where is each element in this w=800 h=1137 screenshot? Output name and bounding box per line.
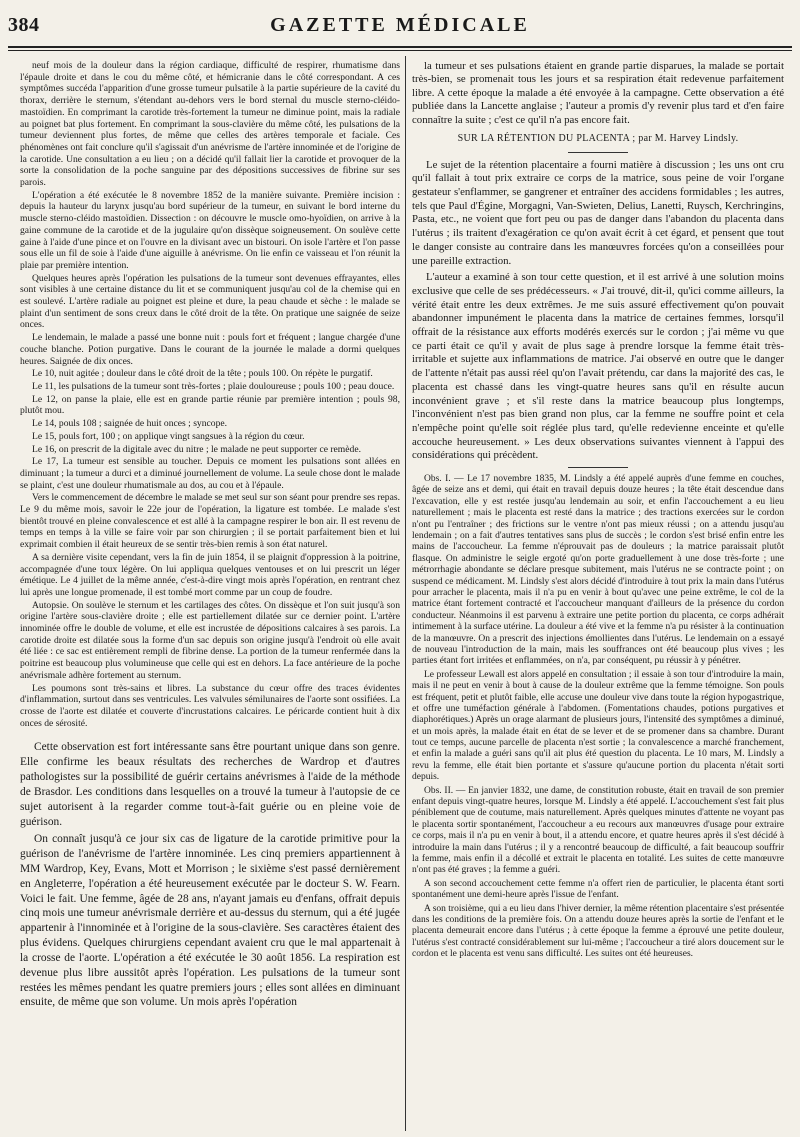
paragraph: la tumeur et ses pulsations étaient en grande partie disparues, la malade se portait très-bien, se promenait tous les jours et sa respiration était redevenue parfaitement libre. A cette époque la malade a été envoyée à la campagne. Cette observation a été publiée dans la Lancette anglaise ; l'auteur a promis d'y revenir plus tard et d'en faire connaître la suite ; c'est ce qu'il n'a pas encore fait. bbox=[412, 60, 784, 126]
section-rule bbox=[568, 152, 628, 153]
paragraph: Autopsie. On soulève le sternum et les cartilages des côtes. On dissèque et l'on suit jusqu'à son origine l'artère sous-clavière droite ; elle est partiellement dilatée sur ce dernier point. L'artère innominée offre le double de volume, et elle est incrustée de dépositions calcaires à ses parois. La carotide droite est dilatée sous la forme d'un sac depuis son origine jusqu'à l'endroit où elle avait été liée : ce sac est entièrement rempli de fibrine dense. La portion de la tumeur renfermée dans la poitrine est beaucoup plus volumineuse que celle qui est en dehors. La face antérieure de la poche anévrismale adhère fortement au sternum. bbox=[20, 599, 400, 681]
left-column bbox=[20, 60, 400, 1130]
paragraph: Obs. I. — Le 17 novembre 1835, M. Lindsly a été appelé auprès d'une femme en couches, âgée de seize ans et demi, qui était en travail depuis douze heures ; la tête était descendue dans l'excavation, elle y est restée jusqu'au lendemain au soir, et enfin l'accouchement a eu lieu naturellement ; mais le placenta est resté dans la matrice ; des tractions exercées sur le cordon n'ont pu l'entraîner ; des frictions sur le ventre n'ont pas mieux réussi ; on a attendu jusqu'au lendemain ; on a fait d'autres tentatives sans plus de succès ; le cordon s'est brisé enfin entre les mains de l'accoucheur. La femme n'éprouvait pas de douleurs ; la matrice paraissait plutôt flasque. On administre le seigle ergoté qu'on porte graduellement à une dose très-forte ; une métrorrhagie abondante se déclare presque subitement, mais l'utérus ne se contracte point ; on suspend ce médicament. M. Lindsly s'est alors décidé d'introduire à tout prix la main dans l'utérus pour arracher le placenta, mais il n'a pu en venir à bout qu'avec une peine extrême, le col de la matrice étant fortement contracté et l'accoucheur manquant d'ailleurs de la présence du cordon conducteur. Néanmoins il est parvenu à extraire une petite portion du placenta, ce corps adhérait intimement à la surface utérine. La douleur a été vive et la femme n'a pu résister à la continuation de la manœuvre. On a prescrit des injections émollientes dans l'utérus. Le lendemain on a essayé de nouveau l'introduction de la main, mais les souffrances ont été beaucoup plus vives ; les parties étant fort irritées et enflammées, on n'a, par conséquent, pu réussir à y pénétrer. bbox=[412, 474, 784, 667]
right-top-text bbox=[412, 60, 784, 127]
paragraph: Le 14, pouls 108 ; saignée de huit onces ; syncope. bbox=[32, 418, 228, 430]
header-rule-thin bbox=[8, 50, 792, 51]
paragraph: Le sujet de la rétention placentaire a fourni matière à discussion ; les uns ont cru qu'il fallait à tout prix extraire ce corps de la matrice, sous peine de voir l'organe gestateur s'enflammer, se gangrener et entraîner des accidens formidables ; les autres, tels que Paul d'Égine, Morgagni, Van-Swieten, Delius, Lanetti, Ruysch, Kerchringins, Pasta, etc., ne voient que fort peu ou pas de danger dans l'abandon du placenta dans l'utérus ; ils traitent d'exagération ce qu'on avait écrit à cet égard, et pensent que tout le danger consiste au contraire dans les manœuvres forcées qu'on a conseillées pour une pareille extraction. bbox=[412, 158, 784, 267]
paragraph: Vers le commencement de décembre le malade se met seul sur son séant pour prendre ses repas. Le 9 du même mois, savoir le 22e jour de l'opération, la ligature est tombée. Le malade s'est bientôt trouvé en pleine convalescence et est allé à la campagne respirer le bon air. Il est revenu de temps en temps à la ville se faire voir par son chirurgien ; il se portait parfaitement bien et lui exprimait combien il était heureux de se sentir très-bien remis à son état naturel. bbox=[20, 492, 400, 551]
paragraph: On connaît jusqu'à ce jour six cas de ligature de la carotide primitive pour la guérison de l'anévrisme de l'artère innominée. Les cinq premiers appartiennent à MM Wardrop, Key, Evans, Mott et Morrison ; le sixième s'est passé dernièrement en Angleterre, l'opération a été heureusement exécutée par le docteur S. W. Fearn. Voici le fait. Une femme, âgée de 28 ans, n'ayant jamais eu d'enfans, offrait depuis cinq mois une tumeur anévrismale derrière et au-dessus du sternum, qui a été jugée appartenir à l'innominée et à l'origine de la sous-clavière. Ses caractères étaient des plus évidens. Quelques chirurgiens cependant avaient cru que le mal appartenait à la crosse de l'aorte. L'opération a été exécutée le 30 août 1856. La respiration est devenue plus libre aussitôt après l'opération. Les pulsations de la tumeur sont restées les mêmes pendant les quatre premiers jours ; elles sont allées en diminuant ensuite, de même que son volume. Un mois après l'opération bbox=[20, 833, 400, 1009]
paragraph: Cette observation est fort intéressante sans être pourtant unique dans son genre. Elle confirme les beaux résultats des recherches de Wardrop et d'autres pathologistes sur la possibilité de guérir certains anévrismes à l'aide de la méthode de Brasdor. Les conditions dans lesquelles on a trouvé la tumeur à l'autopsie de ce sujet autorisent à la regarder comme tout-à-fait guérie ou en pleine voie de guérison. bbox=[20, 741, 400, 828]
paragraph: Quelques heures après l'opération les pulsations de la tumeur sont devenues effrayantes, elles sont visibles à une certaine distance du lit et se communiquent jusqu'au col de la chemise qui en est soulevé. L'artère radiale au poignet est pleine et dure, la peau chaude et sèche : le malade se plaint d'un sentiment de sons creux dans le côté droit de la tête. On pratique une saignée de seize onces. bbox=[20, 272, 400, 331]
left-small-text bbox=[20, 60, 400, 729]
right-large-text bbox=[412, 159, 784, 463]
paragraph: Le professeur Lewall est alors appelé en consultation ; il essaie à son tour d'introduire la main, mais il ne peut en venir à bout à cause de la douleur extrême que la femme témoigne. Son pouls est fréquent, petit et plutôt faible, elle accuse une douleur vive dans toute la région hypogastrique, et offre une tuméfaction générale à l'abdomen. (Fomentations chaudes, potions purgatives et diaphorétiques.) Après un orage alarmant de plusieurs jours, l'intensité des symptômes a diminué, et un mois après, la malade était en état de se lever et de se promener dans sa chambre. Durant tout ce temps, aucune parcelle de placenta n'est sortie ; la convalescence a marché franchement, et enfin la malade a guéri sans qu'il ait plus été question du placenta. Le 10 mars, M. Lindsly a revu la femme, elle était bien portante et s'assure qu'aucune portion du placenta n'était sorti depuis. bbox=[412, 669, 784, 783]
paragraph: A sa dernière visite cependant, vers la fin de juin 1854, il se plaignit d'oppression à la poitrine, accompagnée d'une toux légère. On lui appliqua quelques ventouses et on lui prescrit un léger émétique. Le 4 juillet de la même année, c'est-à-dire vingt mois après l'opération, en rentrant chez lui après une longue promenade, il est tombé mort comme par un coup de foudre. bbox=[20, 551, 400, 598]
paragraph: Les poumons sont très-sains et libres. La substance du cœur offre des traces évidentes d'inflammation, surtout dans ses ventricules. Les valvules sémilunaires de l'aorte sont ossifiées. La crosse de l'aorte est dilatée et couverte d'incrustations calcaires. Le péricarde contient huit à dix onces de sérosité. bbox=[20, 682, 400, 729]
paragraph: Le 10, nuit agitée ; douleur dans le côté droit de la tête ; pouls 100. On répète le purgatif. bbox=[32, 368, 373, 380]
paragraph: Obs. II. — En janvier 1832, une dame, de constitution robuste, était en travail de son premier enfant depuis vingt-quatre heures, lorsque M. Lindsly a été appelé. L'accouchement s'est fait plus péniblement que de coutume, mais naturellement. Après quelques minutes d'attente ne voyant pas le placenta sortir spontanément, l'accoucheur a eu recours aux manœuvres d'usage pour extraire ce corps, mais il n'a pu en venir à bout, il a attendu encore, et quatre heures après il s'est décidé à introduire la main dans l'utérus ; il y a rencontré beaucoup de difficulté, a fait beaucoup souffrir la femme, mais enfin il a décollé et extrait le placenta en totalité. Les suites de cette manœuvre n'ont pas été graves ; la femme a guéri. bbox=[412, 785, 784, 876]
paragraph: Le 16, on prescrit de la digitale avec du nitre ; le malade ne peut supporter ce remède. bbox=[32, 443, 361, 455]
left-large-text bbox=[20, 740, 400, 1010]
column-separator bbox=[405, 56, 406, 1131]
right-small-text bbox=[412, 474, 784, 960]
right-column bbox=[412, 60, 784, 1130]
journal-title: GAZETTE MÉDICALE bbox=[270, 14, 530, 36]
paragraph: neuf mois de la douleur dans la région cardiaque, difficulté de respirer, rhumatisme dans l'épaule droite et dans le cou du même côté, et hémicranie dans le côté correspondant. A ces symptômes succéda l'apparition d'une grosse tumeur pulsatile à la partie supérieure de la cavité du thorax, derrière le sternum, s'étendant au-dehors vers le bord sternal du muscle sterno-cléido-mastoïdien. En comprimant la carotide très-fortement la tumeur ne diminue point, mais la radiale au poignet bat plus fortement. En comprimant la sous-clavière du même côté, les pulsations de la tumeur deviennent plus fortes, de même que celles des artères temporale et faciale. Ces phénomènes ont fait conclure qu'il s'agissait d'un anévrisme de l'artère innominée et de l'origine de la carotide. Une consultation a eu lieu ; on a décidé qu'il fallait lier la carotide et provoquer de la sorte la consolidation de la poche sanguine par des dépositions successives de fibrine sur ses parois. bbox=[20, 60, 400, 189]
paragraph: A son second accouchement cette femme n'a offert rien de particulier, le placenta étant sorti spontanément une demi-heure après l'issue de l'enfant. bbox=[412, 878, 784, 901]
header-rule bbox=[8, 46, 792, 48]
page-header bbox=[0, 0, 800, 50]
paragraph: Le lendemain, le malade a passé une bonne nuit : pouls fort et fréquent ; langue chargée d'une couche blanche. Potion purgative. Dans le courant de la journée le malade a dormi quelques heures. Saignée de dix onces. bbox=[20, 332, 400, 367]
paragraph: Le 17, La tumeur est sensible au toucher. Depuis ce moment les pulsations sont allées en diminuant ; la tumeur a durci et a diminué journellement de volume. La seule chose dont le malade se plaint, c'est une douleur rhumatismale au dos, au cou et à l'épaule. bbox=[20, 456, 400, 491]
paragraph: Le 11, les pulsations de la tumeur sont très-fortes ; plaie douloureuse ; pouls 100 ; peau douce. bbox=[32, 380, 395, 392]
page-number: 384 bbox=[8, 14, 40, 36]
paragraph: A son troisième, qui a eu lieu dans l'hiver dernier, la même rétention placentaire s'est présentée dans les conditions de la première fois. On a attendu douze heures après la sortie de l'enfant et le placenta demeurait encore dans l'utérus ; à cette époque la femme a éprouvé une petite douleur, l'utérus s'est contracté considérablement sur lui-même ; l'accoucheur a tiré alors doucement sur le cordon et le placenta est venu sans difficulté. Les suites ont été heureuses. bbox=[412, 903, 784, 960]
paragraph: Le 12, on panse la plaie, elle est en grande partie réunie par première intention ; pouls 98, plutôt mou. bbox=[20, 393, 400, 417]
spacer bbox=[20, 730, 400, 740]
paragraph: Le 15, pouls fort, 100 ; on applique vingt sangsues à la région du cœur. bbox=[32, 430, 305, 442]
paragraph: L'opération a été exécutée le 8 novembre 1852 de la manière suivante. Première incision : depuis la hauteur du larynx jusqu'au bord supérieur de la tumeur, en suivant le bord interne du muscle sterno-cléido mastoïdien. Dissection : on découvre le muscle omo-hyoïdien, on arrive à la gaine commune de la carotide et de la jugulaire qu'on dissèque soigneusement. On soulève cette gaine à l'aide d'une pince et on l'ouvre en la divisant avec un bistouri. On isole l'artère et l'on passe sous elle un fil de soie à l'aide d'une aiguille à anévrisme. On lie enfin ce vaisseau et l'on réunit la plaie par première intention. bbox=[20, 189, 400, 271]
section-title: SUR LA RÉTENTION DU PLACENTA ; par M. Harvey Lindsly. bbox=[457, 133, 739, 145]
paragraph: L'auteur a examiné à son tour cette question, et il est arrivé à une solution moins exclusive que celle de ses prédécesseurs. « J'ai trouvé, dit-il, qu'ici comme ailleurs, la vérité était entre les deux extrêmes. Je me suis assuré effectivement qu'on pouvait abandonner impunément le placenta dans la matrice de certaines femmes, lorsqu'il offrait de la résistance aux efforts modérés exercés sur le cordon ; j'ai même vu que ce parti était ce qu'il y avait de plus sage à prendre lorsque la femme était très-irritable et sujette aux inflammations de matrice. J'ai observé en outre que le danger de l'attente n'était pas aussi réel qu'on l'avait prétendu, car dans la majorité des cas, le placenta est chassé dans les vingt-quatre heures sans qu'il en résulte aucun inconvénient grave ; et s'il reste dans la matrice beaucoup plus longtemps, l'inconvénient n'est pas bien grand non plus, car la femme ne souffre point et cela n'empêche point qu'elle soit réglée plus tard, qu'elle redevienne enceinte et qu'elle accouche heureusement. » Les deux observations suivantes viennent à l'appui des considérations qui précèdent. bbox=[412, 271, 784, 462]
section-rule bbox=[568, 467, 628, 468]
